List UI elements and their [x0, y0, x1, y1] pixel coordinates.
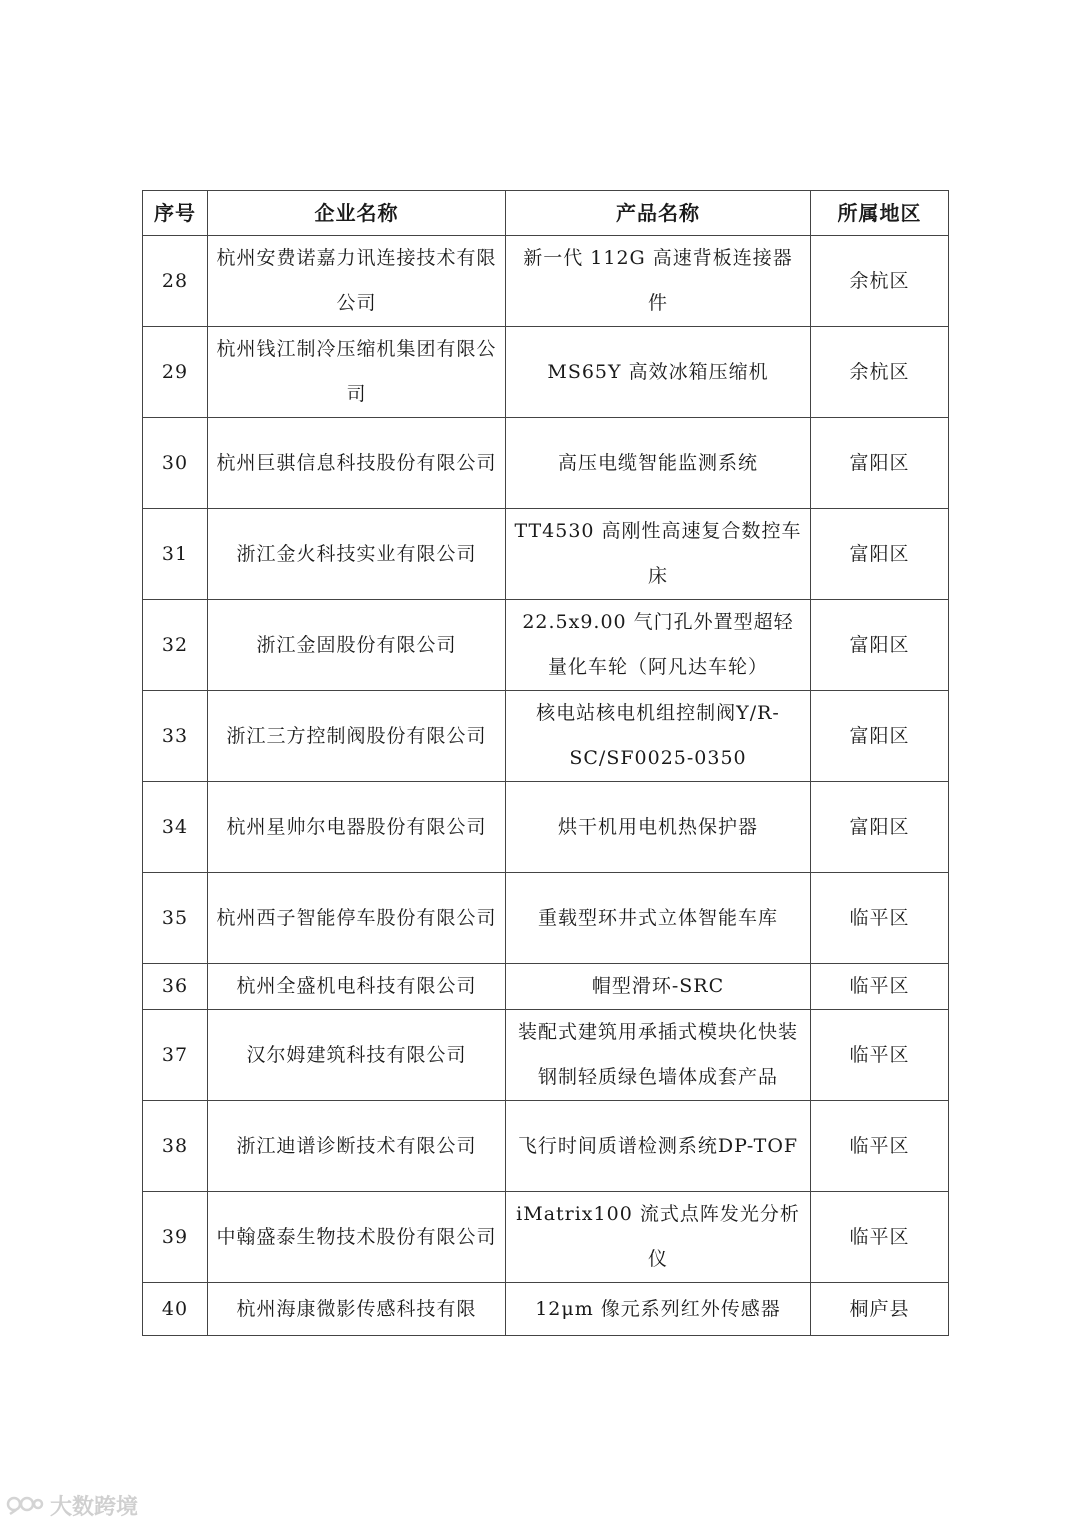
cell-no: 38 — [143, 1101, 208, 1192]
cell-product: 装配式建筑用承插式模块化快装钢制轻质绿色墙体成套产品 — [506, 1010, 811, 1101]
table-row — [143, 236, 949, 327]
table-row — [143, 509, 949, 600]
cell-company: 杭州西子智能停车股份有限公司 — [208, 873, 506, 964]
cell-region: 临平区 — [811, 1192, 949, 1283]
cell-region: 余杭区 — [811, 236, 949, 327]
cell-product: TT4530 高刚性高速复合数控车床 — [506, 509, 811, 600]
cell-no: 40 — [143, 1283, 208, 1336]
cell-product: 核电站核电机组控制阀Y/R-SC/SF0025-0350 — [506, 691, 811, 782]
header-product: 产品名称 — [506, 191, 811, 236]
header-row — [143, 191, 949, 236]
cell-no: 35 — [143, 873, 208, 964]
cell-company: 浙江金固股份有限公司 — [208, 600, 506, 691]
table-row — [143, 1010, 949, 1101]
table-row — [143, 873, 949, 964]
cell-region: 桐庐县 — [811, 1283, 949, 1336]
watermark — [6, 1490, 138, 1521]
cell-company: 中翰盛泰生物技术股份有限公司 — [208, 1192, 506, 1283]
table-row — [143, 782, 949, 873]
cell-product: 帽型滑环-SRC — [506, 964, 811, 1010]
product-table — [142, 190, 949, 1336]
table-row — [143, 600, 949, 691]
cell-company: 杭州星帅尔电器股份有限公司 — [208, 782, 506, 873]
cell-region: 富阳区 — [811, 418, 949, 509]
cell-no: 32 — [143, 600, 208, 691]
cell-product: 重载型环井式立体智能车库 — [506, 873, 811, 964]
cell-region: 富阳区 — [811, 600, 949, 691]
table-row — [143, 1192, 949, 1283]
cell-product: 12μm 像元系列红外传感器 — [506, 1283, 811, 1336]
table-row — [143, 418, 949, 509]
cell-company: 杭州全盛机电科技有限公司 — [208, 964, 506, 1010]
cell-region: 临平区 — [811, 1101, 949, 1192]
cell-company: 汉尔姆建筑科技有限公司 — [208, 1010, 506, 1101]
cell-no: 39 — [143, 1192, 208, 1283]
cell-region: 临平区 — [811, 1010, 949, 1101]
watermark-text: 大数跨境 — [50, 1495, 139, 1520]
logo-icon — [6, 1494, 44, 1518]
table-row — [143, 327, 949, 418]
cell-company: 浙江三方控制阀股份有限公司 — [208, 691, 506, 782]
cell-region: 余杭区 — [811, 327, 949, 418]
cell-no: 29 — [143, 327, 208, 418]
cell-company: 浙江迪谱诊断技术有限公司 — [208, 1101, 506, 1192]
cell-no: 37 — [143, 1010, 208, 1101]
cell-product: 高压电缆智能监测系统 — [506, 418, 811, 509]
table-row — [143, 964, 949, 1010]
cell-product: 新一代 112G 高速背板连接器件 — [506, 236, 811, 327]
cell-region: 富阳区 — [811, 509, 949, 600]
header-no: 序号 — [143, 191, 208, 236]
cell-product: MS65Y 高效冰箱压缩机 — [506, 327, 811, 418]
header-region: 所属地区 — [811, 191, 949, 236]
cell-company: 杭州巨骐信息科技股份有限公司 — [208, 418, 506, 509]
cell-product: 烘干机用电机热保护器 — [506, 782, 811, 873]
cell-region: 富阳区 — [811, 691, 949, 782]
cell-company: 浙江金火科技实业有限公司 — [208, 509, 506, 600]
table-row — [143, 1101, 949, 1192]
cell-product: 22.5x9.00 气门孔外置型超轻量化车轮（阿凡达车轮） — [506, 600, 811, 691]
cell-region: 富阳区 — [811, 782, 949, 873]
header-company: 企业名称 — [208, 191, 506, 236]
cell-no: 30 — [143, 418, 208, 509]
cell-company: 杭州安费诺嘉力讯连接技术有限公司 — [208, 236, 506, 327]
cell-region: 临平区 — [811, 873, 949, 964]
cell-no: 36 — [143, 964, 208, 1010]
table-row — [143, 691, 949, 782]
cell-no: 31 — [143, 509, 208, 600]
cell-no: 33 — [143, 691, 208, 782]
cell-no: 34 — [143, 782, 208, 873]
cell-company: 杭州钱江制冷压缩机集团有限公司 — [208, 327, 506, 418]
table-row — [143, 1283, 949, 1336]
cell-product: 飞行时间质谱检测系统DP-TOF — [506, 1101, 811, 1192]
cell-region: 临平区 — [811, 964, 949, 1010]
cell-product: iMatrix100 流式点阵发光分析仪 — [506, 1192, 811, 1283]
cell-no: 28 — [143, 236, 208, 327]
cell-company: 杭州海康微影传感科技有限 — [208, 1283, 506, 1336]
